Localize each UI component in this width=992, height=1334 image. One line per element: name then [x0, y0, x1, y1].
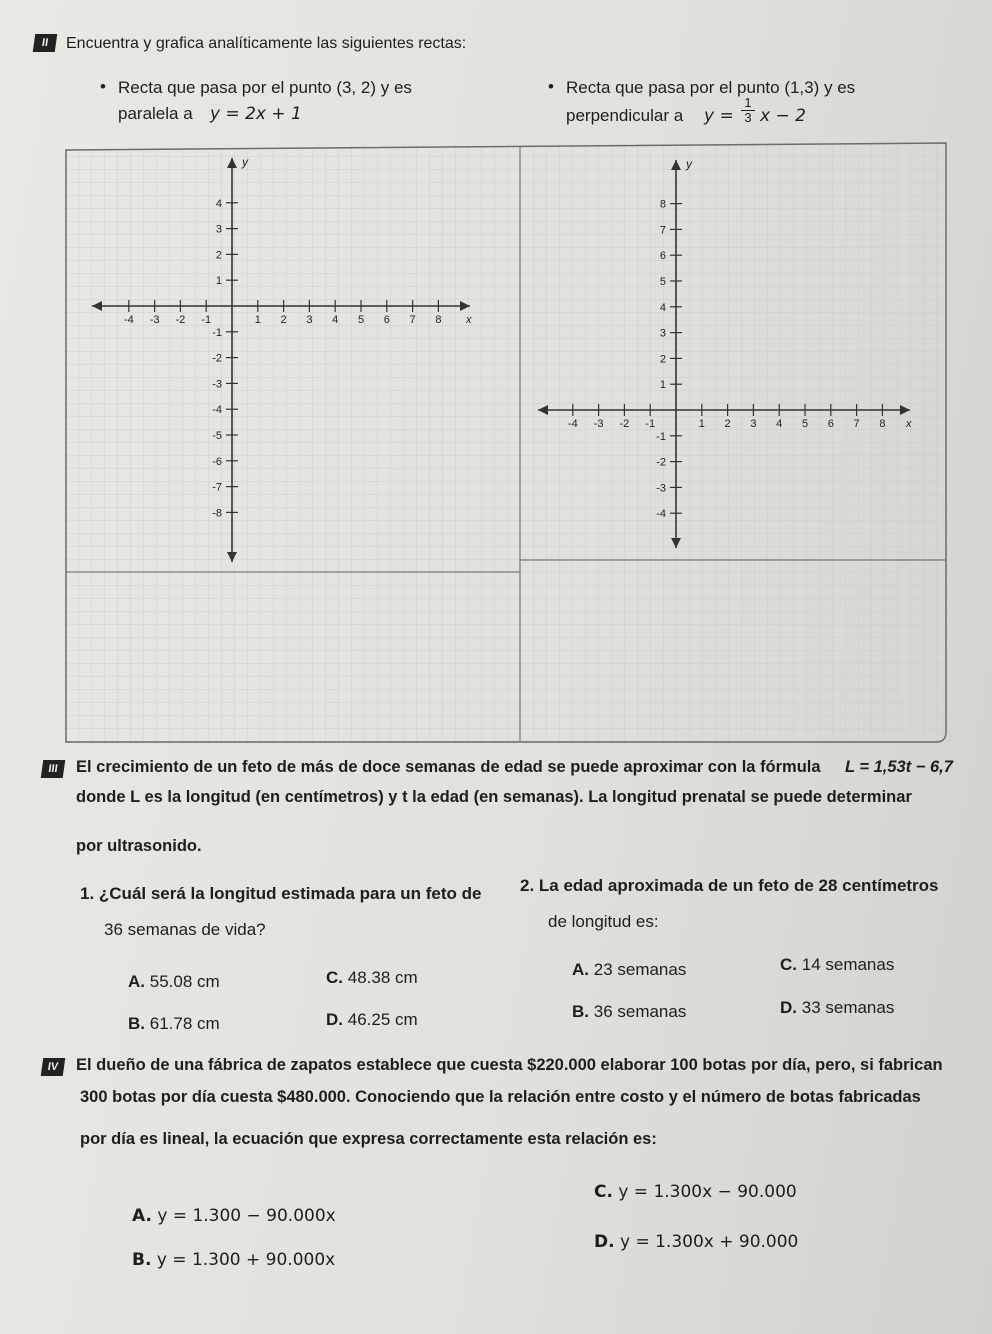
- x-tick-label: 7: [409, 314, 416, 326]
- q2-option-d[interactable]: D. 33 semanas: [780, 998, 895, 1017]
- x-tick-label: 3: [306, 314, 313, 326]
- x-tick-label: 4: [332, 314, 339, 326]
- item-a-line1: Recta que pasa por el punto (3, 2) y es: [118, 78, 412, 97]
- item-a-equation: y = 2x + 1: [210, 104, 302, 124]
- x-axis-label: x: [906, 418, 912, 430]
- y-tick-label: 2: [215, 249, 222, 262]
- x-tick-label: -4: [567, 418, 578, 430]
- item-b-equation-left: y =: [704, 106, 734, 126]
- x-tick-label: 2: [724, 418, 731, 430]
- x-tick-label: 6: [383, 314, 390, 326]
- q4-option-d[interactable]: D. y = 1.300x + 90.000: [594, 1232, 799, 1252]
- section-number-iv: IV: [41, 1058, 66, 1076]
- section-ii-instruction: Encuentra y grafica analíticamente las siguientes rectas:: [66, 35, 467, 52]
- q2-option-c[interactable]: C. 14 semanas: [780, 955, 895, 974]
- y-tick-label: -1: [656, 430, 666, 443]
- y-tick-label: 3: [215, 223, 222, 236]
- y-tick-label: 7: [659, 224, 666, 237]
- q2-option-a[interactable]: A. 23 semanas: [572, 960, 687, 979]
- q1-line1: 1. ¿Cuál será la longitud estimada para un feto de: [80, 884, 482, 903]
- x-tick-label: 3: [750, 418, 757, 430]
- y-tick-label: 1: [659, 379, 666, 392]
- q1-option-b[interactable]: B. 61.78 cm: [128, 1014, 220, 1033]
- q4-option-a[interactable]: A. y = 1.300 − 90.000x: [132, 1206, 336, 1226]
- x-tick-label: 1: [254, 314, 261, 326]
- section-number-ii: II: [33, 34, 58, 52]
- x-tick-label: -2: [175, 314, 186, 326]
- section-iii-formula: L = 1,53t − 6,7: [845, 758, 953, 776]
- item-a-line2-prefix: paralela a: [118, 104, 193, 123]
- graph-box: [66, 143, 946, 742]
- q2-option-b[interactable]: B. 36 semanas: [572, 1002, 687, 1021]
- x-tick-label: 1: [698, 418, 705, 430]
- x-tick-label: -3: [593, 418, 604, 430]
- y-tick-label: -4: [212, 404, 222, 417]
- x-tick-label: -2: [619, 418, 630, 430]
- y-axis-label: y: [686, 157, 692, 171]
- y-tick-label: -2: [656, 456, 666, 469]
- x-tick-label: -4: [123, 314, 134, 326]
- y-tick-label: 5: [659, 276, 666, 288]
- x-tick-label: 7: [853, 418, 860, 430]
- q4-option-b[interactable]: B. y = 1.300 + 90.000x: [132, 1250, 336, 1270]
- y-tick-label: 6: [659, 250, 666, 263]
- y-tick-label: 2: [659, 353, 666, 366]
- bullet-icon: •: [548, 77, 554, 96]
- y-tick-label: -4: [656, 508, 666, 521]
- y-tick-label: -1: [212, 326, 222, 339]
- q1-option-a[interactable]: A. 55.08 cm: [128, 972, 220, 991]
- x-tick-label: 2: [280, 314, 287, 326]
- y-tick-label: -2: [212, 352, 222, 365]
- q4-option-c[interactable]: C. y = 1.300x − 90.000: [594, 1182, 797, 1202]
- x-tick-label: 5: [357, 314, 365, 326]
- x-tick-label: 4: [776, 418, 783, 430]
- section-iii-intro-line3: por ultrasonido.: [76, 837, 202, 855]
- x-tick-label: -3: [149, 314, 160, 326]
- y-tick-label: -3: [212, 378, 222, 391]
- section-iv-line2: 300 botas por día cuesta $480.000. Conociendo que la relación entre costo y el número de botas fabricadas: [80, 1088, 921, 1106]
- y-tick-label: 8: [659, 198, 666, 211]
- x-tick-label: 6: [827, 418, 834, 430]
- y-tick-label: 3: [659, 327, 666, 340]
- section-iii-intro-line1: El crecimiento de un feto de más de doce semanas de edad se puede aproximar con la fórmula: [76, 758, 821, 776]
- y-tick-label: -8: [212, 507, 222, 520]
- q1-line2: 36 semanas de vida?: [104, 920, 266, 939]
- q2-line1: 2. La edad aproximada de un feto de 28 centímetros: [520, 876, 939, 895]
- x-tick-label: 5: [801, 418, 809, 430]
- q2-line2: de longitud es:: [548, 912, 659, 931]
- item-b-equation-right: x − 2: [760, 106, 806, 126]
- q1-option-d[interactable]: D. 46.25 cm: [326, 1010, 418, 1029]
- y-tick-label: 4: [215, 197, 222, 210]
- y-tick-label: -7: [212, 481, 222, 494]
- x-tick-label: -1: [201, 314, 212, 326]
- item-b-line1: Recta que pasa por el punto (1,3) y es: [566, 78, 856, 97]
- y-axis-label: y: [242, 155, 248, 169]
- section-iv-line3: por día es lineal, la ecuación que expresa correctamente esta relación es:: [80, 1130, 657, 1148]
- y-tick-label: -3: [656, 482, 666, 495]
- x-tick-label: -1: [645, 418, 656, 430]
- fraction-numerator: 1: [741, 96, 755, 111]
- x-tick-label: 8: [435, 314, 442, 326]
- y-tick-label: -6: [212, 455, 222, 468]
- bullet-icon: •: [100, 77, 106, 96]
- section-number-iii: III: [41, 760, 66, 778]
- section-iv-line1: El dueño de una fábrica de zapatos establece que cuesta $220.000 elaborar 100 botas por día, pero, si fabrican: [76, 1056, 943, 1074]
- item-b-line2-prefix: perpendicular a: [566, 106, 684, 125]
- q1-option-c[interactable]: C. 48.38 cm: [326, 968, 418, 987]
- x-tick-label: 8: [879, 418, 886, 430]
- y-tick-label: 4: [659, 301, 666, 314]
- y-tick-label: 1: [215, 275, 222, 288]
- fraction-denominator: 3: [744, 110, 752, 125]
- section-iii-intro-line2: donde L es la longitud (en centímetros) y t la edad (en semanas). La longitud prenatal se puede determinar: [76, 788, 912, 806]
- x-axis-label: x: [466, 314, 472, 326]
- y-tick-label: -5: [212, 430, 222, 442]
